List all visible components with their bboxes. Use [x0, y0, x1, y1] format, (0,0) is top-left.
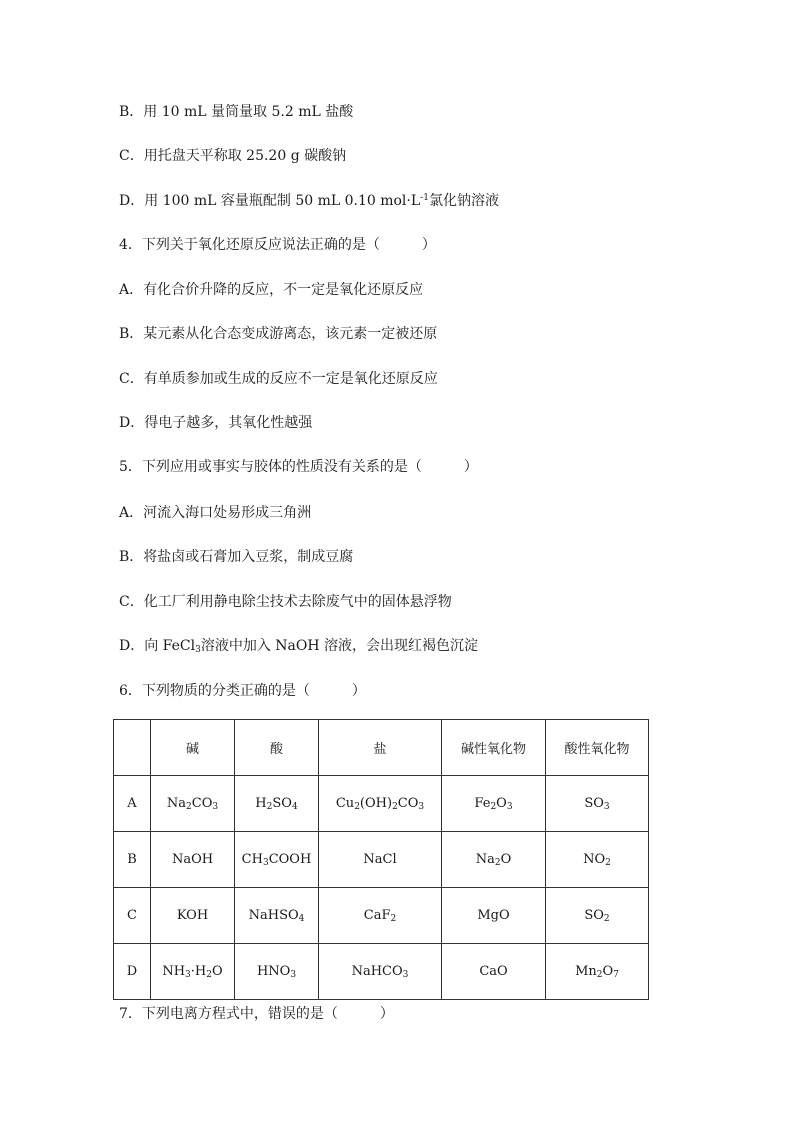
- cell-acidic-oxide: $SO_2$: [546, 888, 649, 944]
- row-label: D: [114, 944, 151, 1000]
- header-acidic-oxide: 酸性氧化物: [546, 720, 649, 776]
- line-3b: B．用 10 mL 量筒量取 5.2 mL 盐酸: [119, 104, 354, 120]
- cell-base: KOH: [151, 888, 235, 944]
- row-label: A: [114, 776, 151, 832]
- cell-salt: $Cu_2(OH)_2CO_3$: [319, 776, 442, 832]
- cell-acid: $CH_3COOH$: [235, 832, 319, 888]
- cell-basic-oxide: $Na_2O$: [442, 832, 546, 888]
- question-6: 6．下列物质的分类正确的是（ ）: [119, 683, 366, 699]
- cell-basic-oxide: CaO: [442, 944, 546, 1000]
- table-row: [114, 776, 649, 832]
- table-row: [114, 944, 649, 1000]
- cell-base: NaOH: [151, 832, 235, 888]
- cell-acid: $HNO_3$: [235, 944, 319, 1000]
- option-4d: D．得电子越多，其氧化性越强: [119, 415, 313, 431]
- question-5: 5．下列应用或事实与胶体的性质没有关系的是（ ）: [119, 459, 478, 475]
- option-5c: C．化工厂利用静电除尘技术去除废气中的固体悬浮物: [119, 594, 452, 610]
- row-label: C: [114, 888, 151, 944]
- header-corner: [114, 720, 151, 776]
- cell-basic-oxide: MgO: [442, 888, 546, 944]
- option-5a: A．河流入海口处易形成三角洲: [119, 505, 312, 521]
- cell-salt: CaF$_2$: [319, 888, 442, 944]
- header-basic-oxide: 碱性氧化物: [442, 720, 546, 776]
- option-5b: B．将盐卤或石膏加入豆浆，制成豆腐: [119, 549, 354, 565]
- cell-salt: NaHCO$_3$: [319, 944, 442, 1000]
- header-base: 碱: [151, 720, 235, 776]
- option-4a: A．有化合价升降的反应，不一定是氧化还原反应: [119, 282, 424, 298]
- line-3d: D．用 100 mL 容量瓶配制 50 mL 0.10 $mol\cdot L^{-1}$氯化钠溶液: [119, 193, 499, 209]
- cell-base: $NH_3\cdot H_2O$: [151, 944, 235, 1000]
- option-4b: B．某元素从化合态变成游离态，该元素一定被还原: [119, 326, 438, 342]
- question-4: 4．下列关于氧化还原反应说法正确的是（ ）: [119, 237, 436, 253]
- line-3c: C．用托盘天平称取 25.20 g 碳酸钠: [119, 148, 347, 164]
- cell-acid: $H_2SO_4$: [235, 776, 319, 832]
- table-row: [114, 888, 649, 944]
- classification-table: [113, 719, 649, 1000]
- option-4c: C．有单质参加或生成的反应不一定是氧化还原反应: [119, 371, 438, 387]
- table-row: [114, 832, 649, 888]
- cell-base: $Na_2CO_3$: [151, 776, 235, 832]
- cell-basic-oxide: $Fe_2O_3$: [442, 776, 546, 832]
- cell-acidic-oxide: $SO_3$: [546, 776, 649, 832]
- cell-acid: NaHSO$_4$: [235, 888, 319, 944]
- cell-acidic-oxide: $NO_2$: [546, 832, 649, 888]
- table-header-row: [114, 720, 649, 776]
- row-label: B: [114, 832, 151, 888]
- cell-salt: NaCl: [319, 832, 442, 888]
- option-5d: D．向 FeCl$_3$溶液中加入 NaOH 溶液，会出现红褐色沉淀: [119, 638, 479, 655]
- question-7: 7．下列电离方程式中，错误的是（ ）: [119, 1006, 394, 1022]
- cell-acidic-oxide: $Mn_2O_7$: [546, 944, 649, 1000]
- header-acid: 酸: [235, 720, 319, 776]
- header-salt: 盐: [319, 720, 442, 776]
